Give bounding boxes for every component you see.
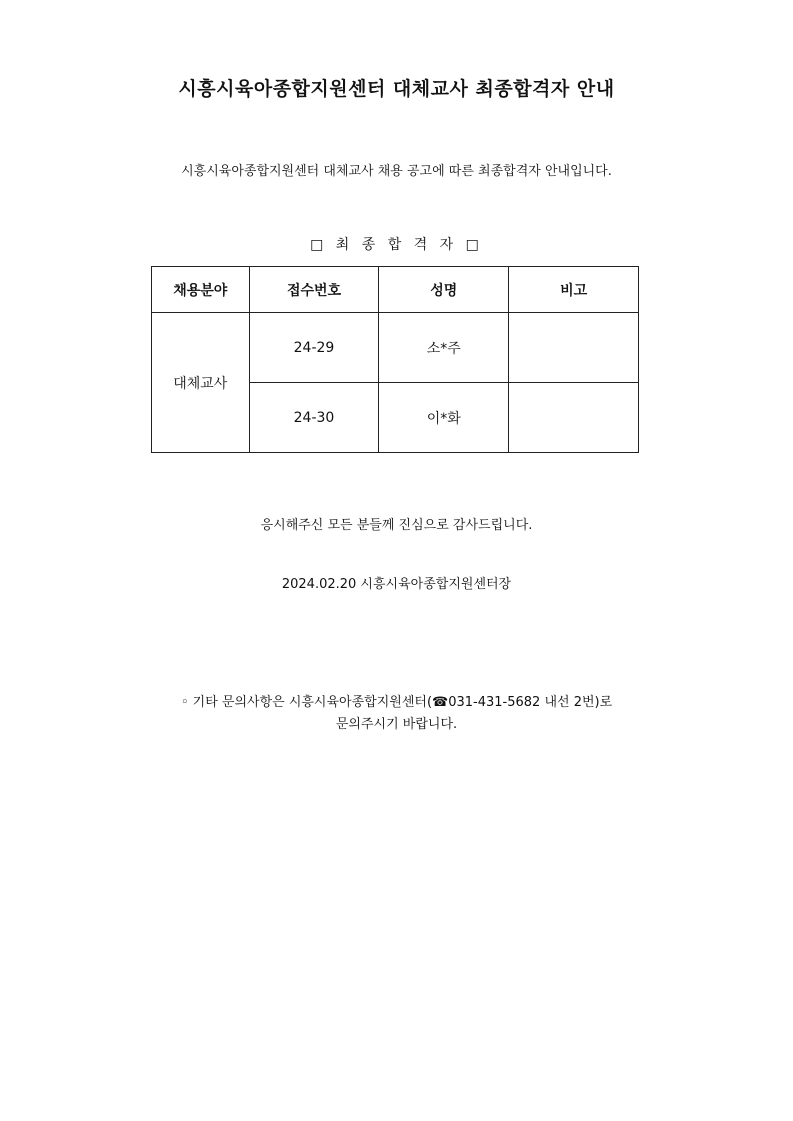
thanks-text: 응시해주신 모든 분들께 진심으로 감사드립니다. bbox=[260, 518, 533, 533]
intro-text: 시흥시육아종합지원센터 대체교사 채용 공고에 따른 최종합격자 안내입니다. bbox=[181, 164, 612, 179]
field-cell: 대체교사 bbox=[152, 313, 250, 453]
header-note: 비고 bbox=[509, 267, 639, 313]
contact-line-2: 문의주시기 바랍니다. bbox=[335, 717, 458, 732]
table-header-row bbox=[152, 267, 639, 313]
number-cell: 24-30 bbox=[249, 383, 379, 453]
date-signature: 2024.02.20 시흥시육아종합지원센터장 bbox=[281, 577, 512, 592]
header-name: 성명 bbox=[379, 267, 509, 313]
note-cell bbox=[509, 383, 639, 453]
note-cell bbox=[509, 313, 639, 383]
table-row bbox=[152, 313, 639, 383]
document-title: 시흥시육아종합지원센터 대체교사 최종합격자 안내 bbox=[178, 78, 615, 100]
name-cell: 이*화 bbox=[379, 383, 509, 453]
contact-notice bbox=[0, 692, 793, 736]
header-field: 채용분야 bbox=[152, 267, 250, 313]
final-results-table bbox=[151, 266, 639, 453]
contact-line-1: ◦ 기타 문의사항은 시흥시육아종합지원센터(☎031-431-5682 내선 2번)로 bbox=[180, 695, 613, 710]
name-cell: 소*주 bbox=[379, 313, 509, 383]
section-heading: □ 최 종 합 격 자 □ bbox=[310, 237, 483, 253]
header-number: 접수번호 bbox=[249, 267, 379, 313]
number-cell: 24-29 bbox=[249, 313, 379, 383]
